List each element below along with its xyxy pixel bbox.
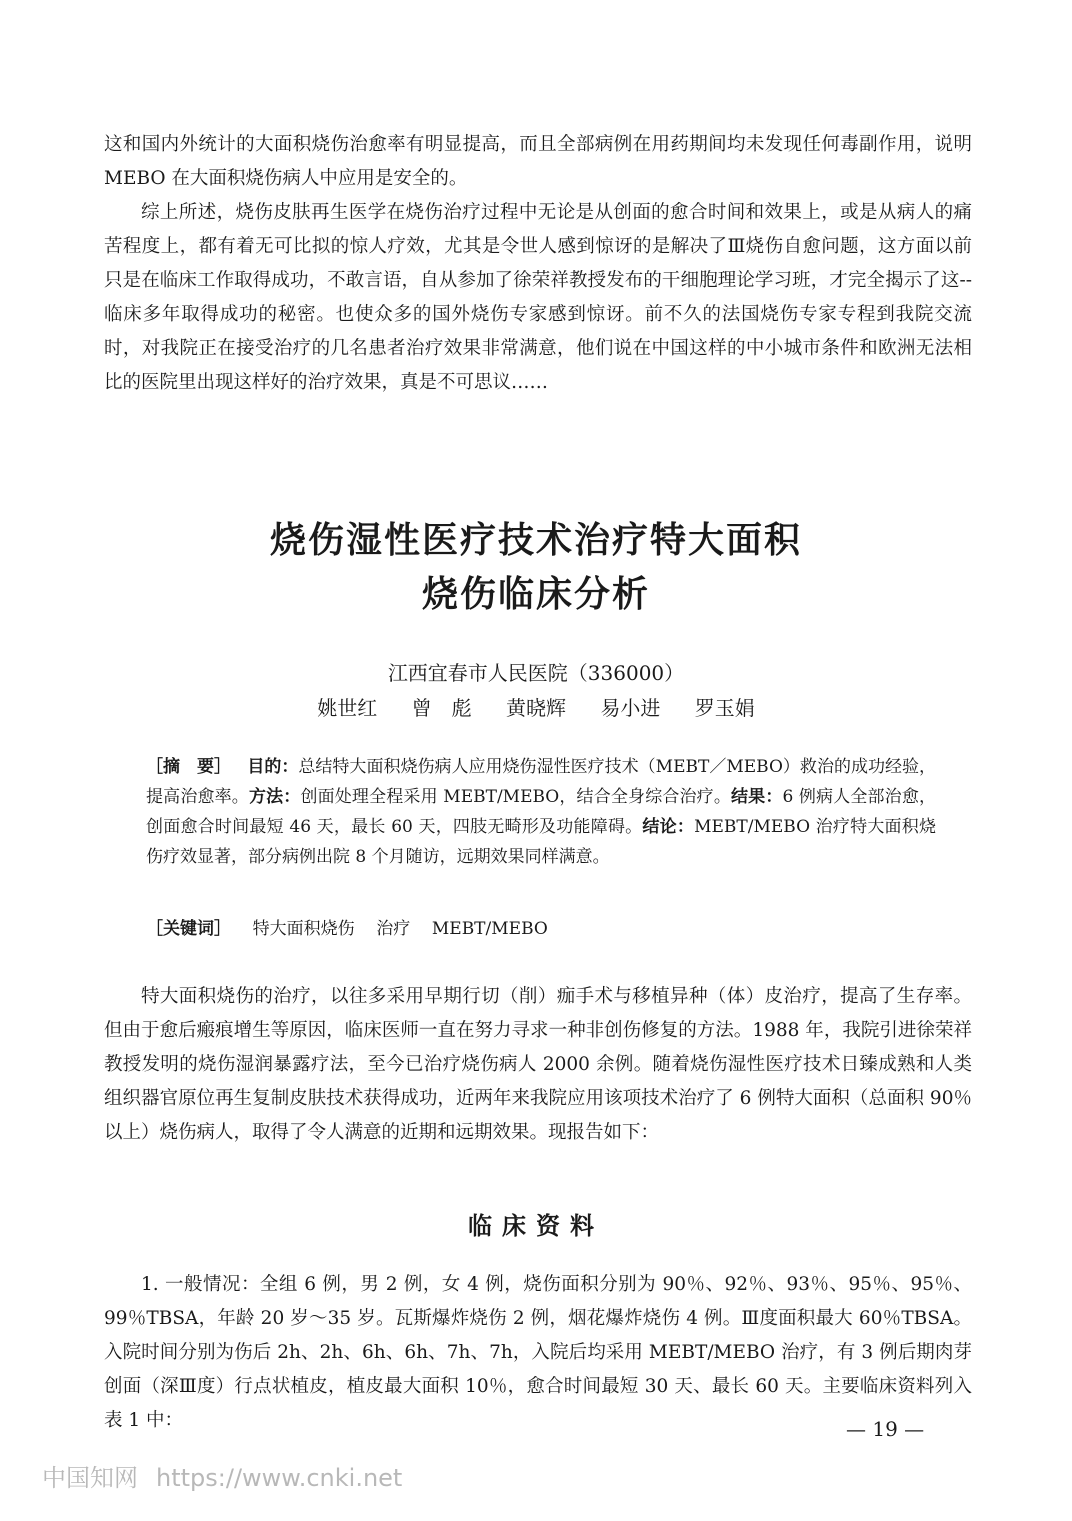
author-list bbox=[0, 693, 1072, 723]
article-title-line-2: 烧伤临床分析 bbox=[421, 574, 650, 615]
keyword: MEBT/MEBO bbox=[431, 919, 548, 939]
author-name: 罗玉娟 bbox=[694, 696, 755, 720]
article-title-line-1: 烧伤湿性医疗技术治疗特大面积 bbox=[269, 520, 802, 561]
abstract bbox=[146, 752, 936, 872]
page-number: — 19 — bbox=[846, 1417, 925, 1441]
body-paragraph-summary: 综上所述，烧伤皮肤再生医学在烧伤治疗过程中无论是从创面的愈合时间和效果上，或是从病人的痛苦程度上，都有着无可比拟的惊人疗效，尤其是令世人感到惊讶的是解决了Ⅲ烧伤自愈问题，这方面以前只是在临床工作取得成功，不敢言语，自从参加了徐荣祥教授发布的干细胞理论学习班，才完全揭示了这--临床多年取得成功的秘密。也使众多的国外烧伤专家感到惊讶。前不久的法国烧伤专家专程到我院交流时，对我院正在接受治疗的几名患者治疗效果非常满意，他们说在中国这样的中小城市条件和欧洲无法相比的医院里出现这样好的治疗效果，真是不可思议…… bbox=[104, 202, 972, 393]
author-name: 易小进 bbox=[600, 696, 661, 720]
method-label: 方法： bbox=[248, 787, 301, 807]
conclusion-label: 结论： bbox=[642, 817, 695, 837]
abstract-label: ［摘 要］ bbox=[146, 757, 232, 777]
method-text: 创面处理全程采用 MEBT/MEBO，结合全身综合治疗。 bbox=[300, 787, 732, 807]
affiliation: 江西宜春市人民医院（336000） bbox=[387, 661, 685, 685]
clinical-data-paragraph: 1. 一般情况：全组 6 例，男 2 例，女 4 例，烧伤面积分别为 90％、92％、93％、95％、95％、99％TBSA，年龄 20 岁～35 岁。瓦斯爆炸烧伤 2 例，烟花爆炸烧伤 4 例。Ⅲ度面积最大 60％TBSA。入院时间分别为伤后 2h、2h、6h、6h、7h、7h，入院后均采用 MEBT/MEBO 治疗，有 3 例后期肉芽创面（深Ⅲ度）行点状植皮，植皮最大面积 10％，愈合时间最短 30 天、最长 60 天。主要临床资料列入表 1 中： bbox=[104, 1274, 972, 1431]
cnki-watermark bbox=[42, 1458, 402, 1493]
keyword: 特大面积烧伤 bbox=[252, 919, 355, 939]
conclusion-text: MEBT/MEBO 治疗特大面积烧伤疗效显著，部分病例出院 8 个月随访，远期效果同样满意。 bbox=[146, 817, 937, 867]
purpose-label: 目的： bbox=[247, 757, 299, 777]
purpose-text: 总结特大面积烧伤病人应用烧伤湿性医疗技术（MEBT／MEBO）救治的成功经验，提高治愈率。 bbox=[146, 757, 937, 807]
keywords-label: ［关键词］ bbox=[146, 919, 231, 939]
watermark-logo-text: 中国知网 bbox=[42, 1464, 138, 1492]
body-paragraph-continued: 这和国内外统计的大面积烧伤治愈率有明显提高，而且全部病例在用药期间均未发现任何毒副作用，说明 MEBO 在大面积烧伤病人中应用是安全的。 bbox=[104, 134, 972, 189]
keyword: 治疗 bbox=[376, 919, 411, 939]
author-name: 黄晓辉 bbox=[506, 696, 566, 720]
keywords bbox=[146, 914, 936, 944]
result-text: 6 例病人全部治愈，创面愈合时间最短 46 天，最长 60 天，四肢无畸形及功能障碍。 bbox=[146, 787, 937, 837]
author-name: 姚世红 bbox=[317, 696, 378, 720]
watermark-url: https://www.cnki.net bbox=[156, 1464, 403, 1492]
introduction-paragraph: 特大面积烧伤的治疗，以往多采用早期行切（削）痂手术与移植异种（体）皮治疗，提高了生存率。但由于愈后瘢痕增生等原因，临床医师一直在努力寻求一种非创伤修复的方法。1988 年，我院引进徐荣祥教授发明的烧伤湿润暴露疗法，至今已治疗烧伤病人 2000 余例。随着烧伤湿性医疗技术日臻成熟和人类组织器官原位再生复制皮肤技术获得成功，近两年来我院应用该项技术治疗了 6 例特大面积（总面积 90％以上）烧伤病人，取得了令人满意的近期和远期效果。现报告如下： bbox=[104, 986, 972, 1143]
result-label: 结果： bbox=[731, 787, 783, 807]
section-heading: 临床资料 bbox=[468, 1212, 604, 1240]
author-name: 曾 彪 bbox=[411, 696, 472, 720]
